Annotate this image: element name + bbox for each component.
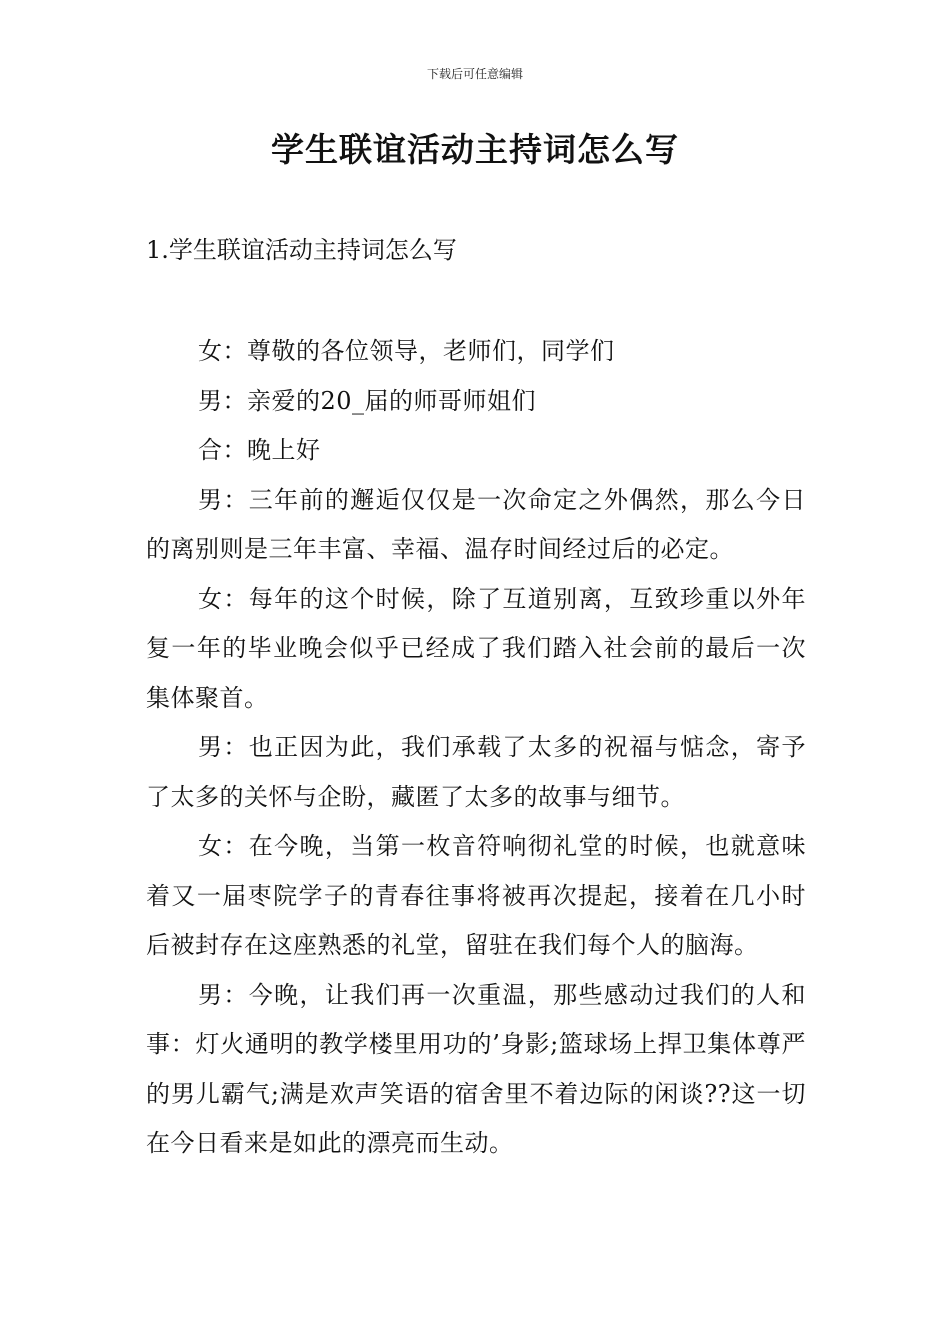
- document-title: 学生联谊活动主持词怎么写: [271, 130, 679, 169]
- paragraph-4: 男：三年前的邂逅仅仅是一次命定之外偶然，那么今日的离别则是三年丰富、幸福、温存时间经过后的必定。: [146, 485, 806, 563]
- paragraph-6: 男：也正因为此，我们承载了太多的祝福与惦念，寄予了太多的关怀与企盼，藏匿了太多的故事与细节。: [146, 733, 806, 811]
- document-body: [146, 327, 806, 1169]
- section-heading: 1.学生联谊活动主持词怎么写: [146, 236, 457, 264]
- paragraph-5: 女：每年的这个时候，除了互道别离，互致珍重以外年复一年的毕业晚会似乎已经成了我们踏入社会前的最后一次集体聚首。: [146, 584, 806, 712]
- paragraph-8: 男：今晚，让我们再一次重温，那些感动过我们的人和事：灯火通明的教学楼里用功的’身影;篮球场上捍卫集体尊严的男儿霸气;满是欢声笑语的宿舍里不着边际的闲谈??这一切在今日看来是如此的漂亮而生动。: [146, 980, 806, 1157]
- paragraph-1: 女：尊敬的各位领导，老师们，同学们: [198, 337, 615, 365]
- paragraph-7: 女：在今晚，当第一枚音符响彻礼堂的时候，也就意味着又一届枣院学子的青春往事将被再次提起，接着在几小时后被封存在这座熟悉的礼堂，留驻在我们每个人的脑海。: [146, 832, 806, 959]
- paragraph-3: 合：晚上好: [198, 436, 321, 464]
- paragraph-2: 男：亲爱的20_届的师哥师姐们: [198, 386, 537, 415]
- header-note: 下载后可任意编辑: [426, 67, 523, 81]
